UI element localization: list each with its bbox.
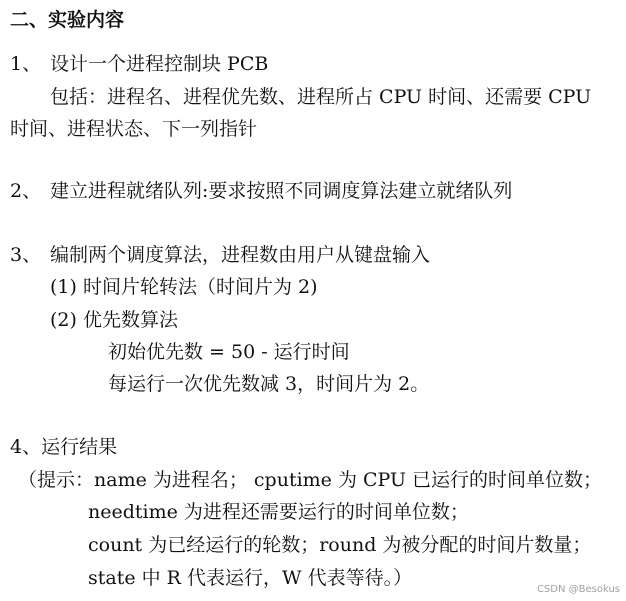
item3-sub2: (2) 优先数算法	[50, 309, 178, 331]
csdn-watermark: CSDN @Besokus	[536, 584, 620, 595]
item4-hint-line1: （提示：name 为进程名； cputime 为 CPU 已运行的时间单位数；	[18, 469, 603, 491]
item2-number: 2、	[10, 180, 42, 202]
item4-hint-line2: needtime 为进程还需要运行的时间单位数；	[88, 501, 469, 523]
item1-desc-line2: 时间、进程状态、下一列指针	[10, 118, 258, 140]
item4-hint-line4: state 中 R 代表运行，W 代表等待。）	[88, 567, 413, 589]
item3-sub1: (1) 时间片轮转法（时间片为 2)	[50, 276, 318, 298]
item2-title: 建立进程就绪队列:要求按照不同调度算法建立就绪队列	[50, 180, 513, 202]
item4-hint-line3: count 为已经运行的轮数；round 为被分配的时间片数量；	[88, 534, 592, 556]
item4-title: 4、运行结果	[10, 436, 118, 458]
item1-title: 设计一个进程控制块 PCB	[50, 53, 269, 75]
section-title: 二、实验内容	[10, 9, 125, 31]
item3-sub2-line2: 每运行一次优先数减 3，时间片为 2。	[108, 373, 430, 395]
item3-sub2-line1: 初始优先数 = 50 - 运行时间	[108, 341, 350, 363]
item3-number: 3、	[10, 244, 42, 266]
item1-desc-line1: 包括：进程名、进程优先数、进程所占 CPU 时间、还需要 CPU	[50, 86, 592, 108]
item3-title: 编制两个调度算法，进程数由用户从键盘输入	[50, 244, 431, 266]
item1-number: 1、	[10, 53, 42, 75]
